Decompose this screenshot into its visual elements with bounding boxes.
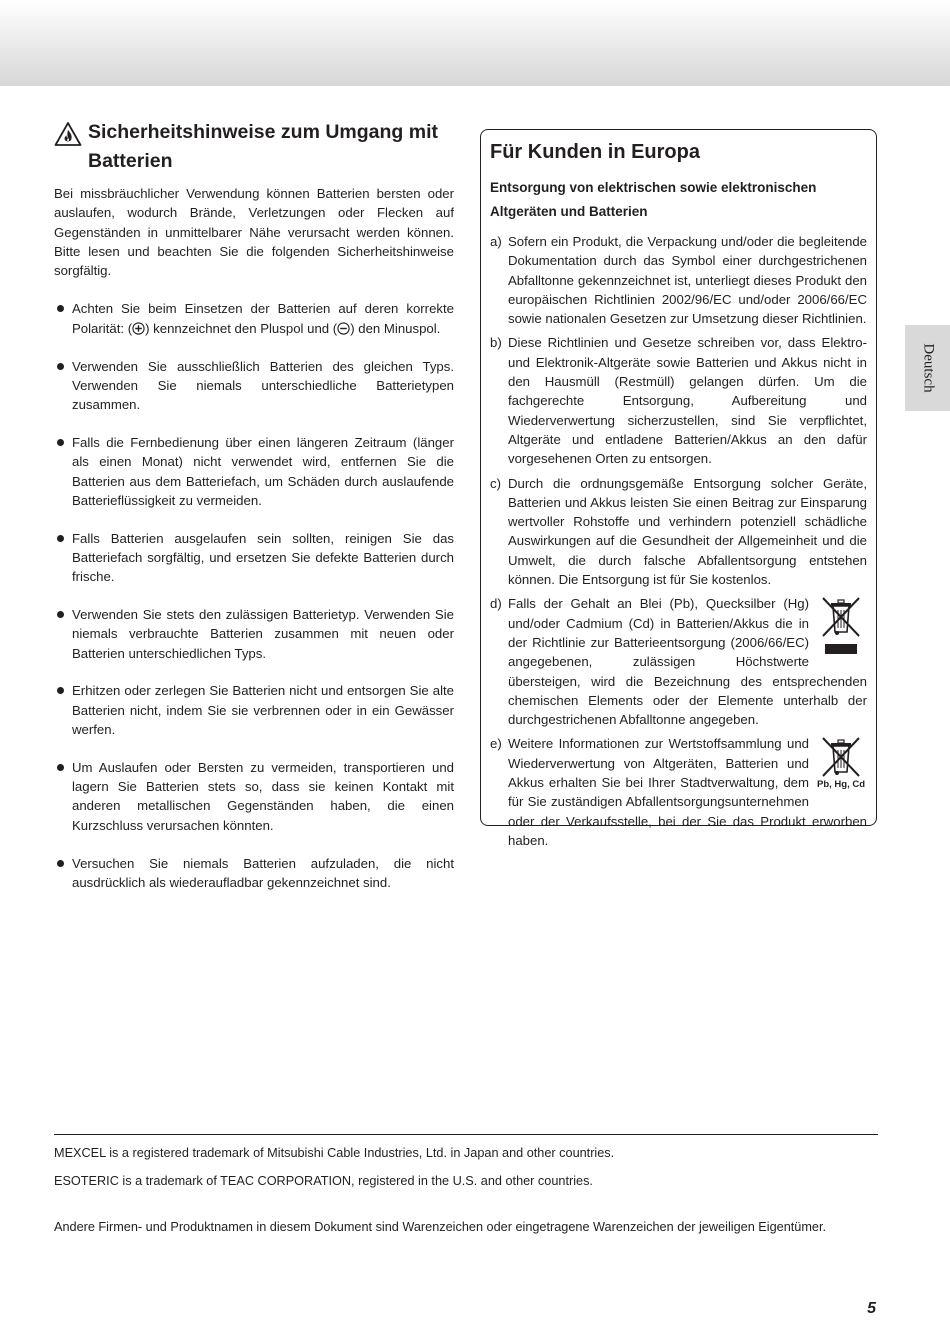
section-title	[54, 118, 454, 176]
trademark-line-others: Andere Firmen- und Produktnamen in diesem Dokument sind Warenzeichen oder eingetragene Warenzeichen der jeweiligen Eigentümer.	[54, 1220, 827, 1234]
safety-bullet-list	[54, 299, 454, 892]
bullet-item	[54, 854, 454, 893]
item-body	[508, 734, 867, 850]
minus-pole-icon	[337, 322, 350, 335]
intro-paragraph: Bei missbräuchlicher Verwendung können Batterien bersten oder auslaufen, wodurch Brände, Verletzungen oder Flecken auf Gegenständen in unmittelbarer Nähe verursacht werden können. Bitte lesen und beachten Sie die folgenden Sicherheitshinweise sorgfältig.	[54, 186, 454, 279]
bullet-dot	[57, 535, 64, 542]
item-letter: a)	[490, 234, 502, 249]
bullet-dot	[57, 860, 64, 867]
page-number: 5	[867, 1300, 876, 1317]
list-item	[490, 594, 867, 729]
section-title-text: Sicherheitshinweise zum Umgang mit Batterien	[88, 121, 438, 172]
europe-disposal-box	[480, 129, 877, 848]
header-band	[0, 0, 950, 86]
list-item	[490, 232, 867, 328]
bullet-item	[54, 299, 454, 338]
bullet-item	[54, 605, 454, 663]
bin-underline-bar	[825, 644, 857, 654]
footer-divider	[54, 1134, 878, 1135]
bullet-dot	[57, 363, 64, 370]
trademark-line-mexcel: MEXCEL is a registered trademark of Mitsubishi Cable Industries, Ltd. in Japan and other countries.	[54, 1146, 615, 1160]
list-item	[490, 333, 867, 468]
bullet-dot	[57, 764, 64, 771]
bullet-text: Verwenden Sie stets den zulässigen Batterietyp. Verwenden Sie niemals verbrauchte Batterien zusammen mit neuen oder Batterien unterschiedlichen Typs.	[72, 607, 454, 661]
bullet-item	[54, 681, 454, 739]
bullet-item	[54, 433, 454, 510]
bullet-text: Verwenden Sie ausschließlich Batterien des gleichen Typs. Verwenden Sie niemals unterschiedliche Batterietypen zusammen.	[72, 358, 454, 413]
list-item	[490, 474, 867, 590]
bullet-text: Um Auslaufen oder Bersten zu vermeiden, transportieren und lagern Sie Batterien stets so, dass sie keinen Kontakt mit anderen metallischen Gegenständen haben, die einen Kurzschluss verursachen könnten.	[72, 759, 454, 833]
item-text: Diese Richtlinien und Gesetze schreiben vor, dass Elektro- und Elektronik-Altgeräte sowie Batterien und Akkus nicht in den Hausmüll (Restmüll) gelangen dürfen. Um die fachgerechte Entsorgung, Aufbereitung und Wiederverwertung sicherzustellen, sind Sie verpflichtet, Altgeräte und entladene Batterien/Akkus an den dafür vorgesehenen Orten zu entsorgen.	[508, 335, 867, 467]
polarity-text-start: Achten Sie beim Einsetzen der Batterien auf deren korrekte Polarität: (	[72, 301, 454, 336]
bullet-dot	[57, 611, 64, 618]
item-letter: d)	[490, 596, 502, 612]
polarity-text-end: ) den Minuspol.	[350, 320, 441, 336]
item-letter: c)	[490, 475, 501, 491]
crossed-bin-figure	[815, 594, 867, 654]
list-item	[490, 734, 867, 850]
polarity-text-middle: ) kennzeichnet den Pluspol und (	[145, 320, 338, 336]
bullet-dot	[57, 305, 64, 312]
item-text: Weitere Informationen zur Wertstoffsammlung und Wiederverwertung von Altgeräten, Batterien und Akkus erhalten Sie bei Ihrer Stadtverwaltung, dem für Sie zuständigen Abfallentsorgungsunternehmen oder der Verkaufsstelle, bei der Sie das Produkt erworben haben.	[508, 736, 867, 848]
bullet-text: Falls die Fernbedienung über einen längeren Zeitraum (länger als einen Monat) nicht verwendet wird, entfernen Sie die Batterien aus dem Batteriefach, um Schäden durch auslaufende Batterieflüssigkeit zu vermeiden.	[72, 434, 454, 508]
fire-warning-icon	[54, 121, 82, 147]
item-body	[508, 594, 867, 729]
battery-safety-section	[54, 118, 454, 911]
item-text: Sofern ein Produkt, die Verpackung und/oder die begleitende Dokumentation durch das Symbol einer durchgestrichenen Abfalltonne gekennzeichnet ist, unterliegt dieses Produkt den europäischen Richtlinien 2002/96/EC und/oder 2006/66/EC sowie nationalen Gesetzen zur Umsetzung dieser Richtlinien.	[508, 234, 867, 327]
box-title: Für Kunden in Europa	[490, 141, 700, 163]
bullet-text: Falls Batterien ausgelaufen sein sollten, reinigen Sie das Batteriefach sorgfältig, und ersetzen Sie defekte Batterien durch frische.	[72, 530, 454, 585]
item-text: Falls der Gehalt an Blei (Pb), Quecksilber (Hg) und/oder Cadmium (Cd) in Batterien/Akkus die in der Richtlinie zur Batterieentsorgung (2006/66/EC) angegebenen, zulässigen Höchstwerte übersteigen, wird die Bezeichnung des entsprechenden chemischen Elements oder der Elemente unterhalb der durchgestrichenen Abfalltonne angegeben.	[508, 596, 867, 728]
bullet-item	[54, 758, 454, 835]
crossed-out-bin-icon	[819, 734, 863, 778]
language-tab-label: Deutsch	[920, 343, 936, 393]
crossed-bin-chem-figure	[815, 734, 867, 790]
bullet-dot	[57, 439, 64, 446]
item-text: Durch die ordnungsgemäße Entsorgung solcher Geräte, Batterien und Akkus leisten Sie einen Beitrag zur Einsparung wertvoller Rohstoffe und verhindern potenziell schädliche Auswirkungen auf die Gesundheit der Allgemeinheit und die Umwelt, die durch falsche Abfallentsorgung entstehen können. Die Entsorgung ist für Sie kostenlos.	[508, 475, 867, 588]
bullet-item	[54, 357, 454, 415]
box-subtitle: Entsorgung von elektrischen sowie elektronischen Altgeräten und Batterien	[490, 180, 817, 219]
chemical-symbols-label: Pb, Hg, Cd	[816, 779, 866, 791]
crossed-out-bin-icon	[819, 594, 863, 638]
bullet-text: Versuchen Sie niemals Batterien aufzuladen, die nicht ausdrücklich als wiederaufladbar gekennzeichnet sind.	[72, 855, 454, 890]
item-letter: b)	[490, 335, 502, 351]
item-letter: e)	[490, 736, 502, 752]
language-tab	[905, 325, 950, 411]
trademark-line-esoteric: ESOTERIC is a trademark of TEAC CORPORATION, registered in the U.S. and other countries.	[54, 1174, 593, 1188]
bullet-text: Erhitzen oder zerlegen Sie Batterien nicht und entsorgen Sie alte Batterien nicht, indem Sie sie verbrennen oder in ein Gewässer werfen.	[72, 683, 454, 738]
plus-pole-icon	[132, 322, 145, 335]
bullet-dot	[57, 687, 64, 694]
bullet-item	[54, 529, 454, 587]
